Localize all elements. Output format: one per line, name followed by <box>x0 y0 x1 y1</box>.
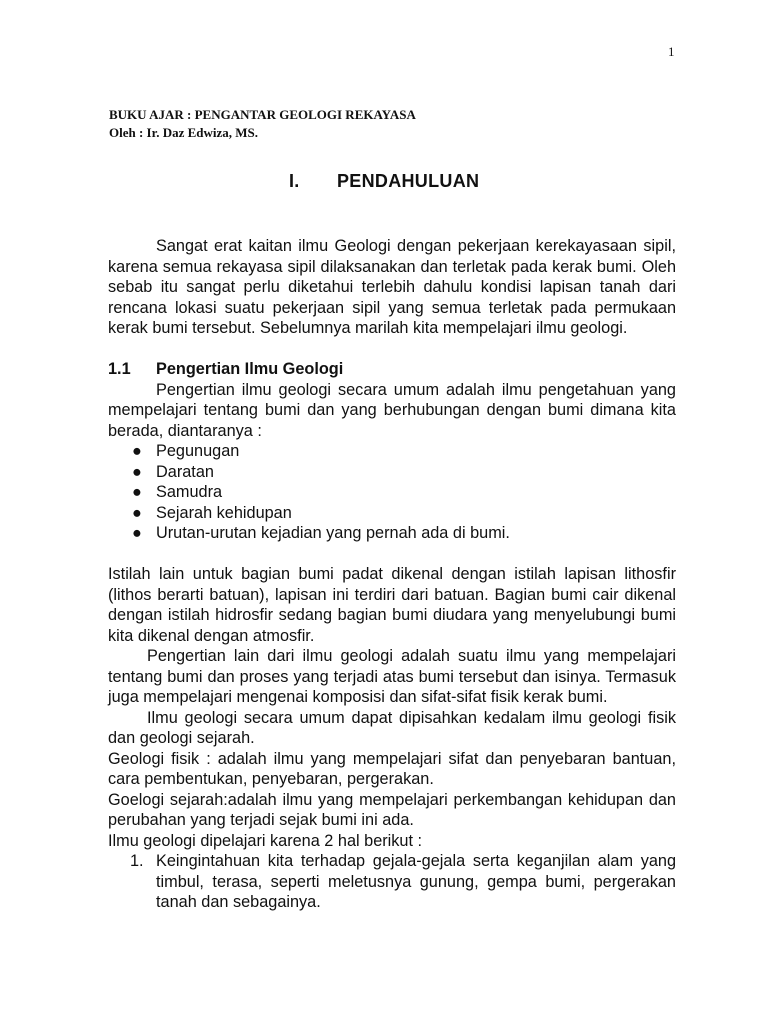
bullet-icon: ● <box>132 462 142 481</box>
list-item: ● Samudra <box>132 483 223 501</box>
list-item: ● Urutan-urutan kejadian yang pernah ada di bumi. <box>132 524 510 542</box>
list-item: 1. Keingintahuan kita terhadap gejala-gejala serta keganjilan alam yang timbul, terasa, seperti meletusnya gunung, gempa bumi, pergerakan tanah dan sebagainya. <box>130 852 676 911</box>
intro-paragraph: Sangat erat kaitan ilmu Geologi dengan pekerjaan kerekayasaan sipil, karena semua rekayasa sipil dilaksanakan dan terletak pada kerak bumi. Oleh sebab itu sangat perlu diketahui terlebih dahulu kondisi lapisan tanah dari rencana lokasi suatu pekerjaan sipil yang semua terletak pada permukaan kerak bumi tersebut. Sebelumnya marilah kita mempelajari ilmu geologi. <box>108 237 676 337</box>
body-paragraph-geologi-fisik: Geologi fisik : adalah ilmu yang mempelajari sifat dan penyebaran bantuan, cara pembentukan, penyebaran, pergerakan. <box>108 749 676 788</box>
book-title: BUKU AJAR : PENGANTAR GEOLOGI REKAYASA <box>109 107 416 122</box>
list-item: ● Pegunugan <box>132 442 240 460</box>
section-paragraph: Pengertian ilmu geologi secara umum adalah ilmu pengetahuan yang mempelajari tentang bumi dan yang berhubungan dengan bumi dimana kita berada, diantaranya : <box>108 380 676 440</box>
section-heading <box>108 359 676 380</box>
body-paragraph-pemisahan: Ilmu geologi secara umum dapat dipisahkan kedalam ilmu geologi fisik dan geologi sejarah. <box>108 708 676 747</box>
body-paragraph-alasan: Ilmu geologi dipelajari karena 2 hal berikut : <box>108 831 423 850</box>
chapter-heading <box>289 171 479 192</box>
body-paragraph-pengertian: Pengertian lain dari ilmu geologi adalah suatu ilmu yang mempelajari tentang bumi dan proses yang terjadi atas bumi tersebut dan isinya. Termasuk juga mempelajari mengenai komposisi dan sifat-sifat fisik kerak bumi. <box>108 647 676 706</box>
chapter-title: PENDAHULUAN <box>337 171 480 191</box>
list-item: ● Daratan <box>132 462 214 481</box>
page-number: 1 <box>668 44 675 59</box>
numbered-list <box>108 851 676 913</box>
document-body <box>108 236 676 913</box>
list-marker: 1. <box>130 852 144 870</box>
bullet-icon: ● <box>132 524 142 542</box>
document-header <box>109 106 416 142</box>
bullet-icon: ● <box>132 503 142 522</box>
list-item: ● Sejarah kehidupan <box>132 503 292 522</box>
chapter-number: I. <box>289 171 300 191</box>
author-line: Oleh : Ir. Daz Edwiza, MS. <box>109 125 259 140</box>
body-paragraph-lithosfir: Istilah lain untuk bagian bumi padat dikenal dengan istilah lapisan lithosfir (lithos berarti batuan), lapisan ini terdiri dari batuan. Bagian bumi cair dikenal dengan istilah hidrosfir sedang bagian bumi diudara yang menyelubungi bumi kita dikenal dengan atmosfir. <box>108 565 676 645</box>
bullet-list <box>108 441 676 544</box>
bullet-icon: ● <box>132 442 142 460</box>
bullet-icon: ● <box>132 483 142 501</box>
body-paragraph-geologi-sejarah: Goelogi sejarah:adalah ilmu yang mempelajari perkembangan kehidupan dan perubahan yang terjadi sejak bumi ini ada. <box>108 790 676 829</box>
section-title: Pengertian Ilmu Geologi <box>156 360 344 378</box>
section-number: 1.1 <box>108 360 131 378</box>
